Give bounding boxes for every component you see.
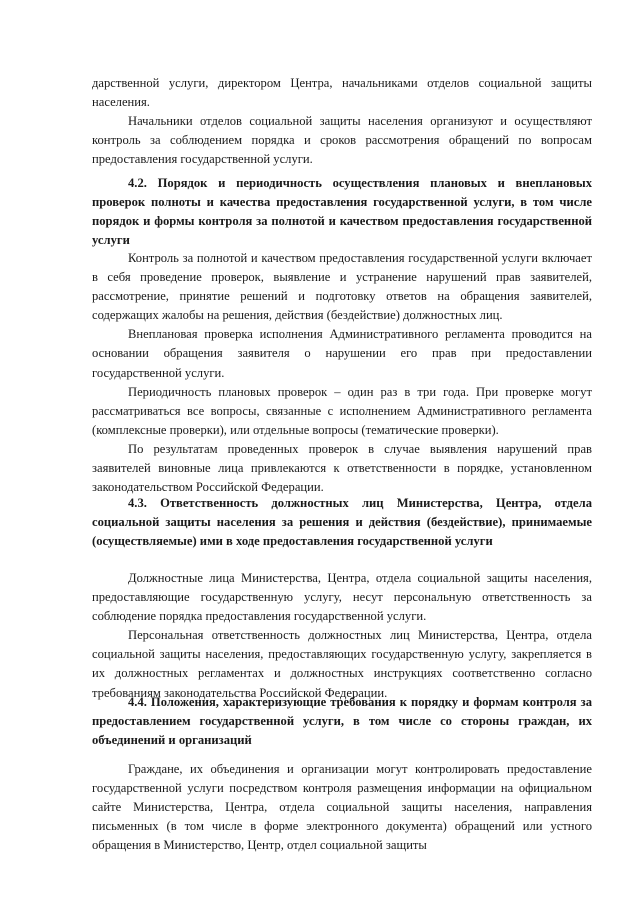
paragraph-4-2-3: Периодичность плановых проверок – один раз в три года. При проверке могут рассматриваться все вопросы, связанные с исполнением Административного регламента (комплексные проверки), или отдельные вопросы (тематические проверки). [92, 384, 592, 437]
section-heading-4-4: 4.4. Положения, характеризующие требования к порядку и формам контроля за предоставлением государственной услуги, в том числе со стороны граждан, их объединений и организаций [92, 695, 592, 748]
paragraph-4-3-1: Должностные лица Министерства, Центра, отдела социальной защиты населения, предоставляющие государственную услугу, несут персональную ответственность за соблюдение порядка предоставления государственной услуги. [92, 571, 592, 624]
section-4-4-heading-block [92, 693, 592, 750]
intro-block [92, 74, 592, 169]
paragraph-4-2-2: Внеплановая проверка исполнения Административного регламента проводится на основании обращения заявителя о нарушении его прав при предоставлении государственной услуги. [92, 327, 592, 380]
section-4-2-body [92, 249, 592, 497]
section-4-3-heading-block [92, 494, 592, 551]
section-heading-4-2: 4.2. Порядок и периодичность осуществления плановых и внеплановых проверок полноты и качества предоставления государственной услуги, в том числе порядок и формы контроля за полнотой и качеством предоставления государственной услуги [92, 176, 592, 248]
section-4-2-heading-block [92, 174, 592, 250]
paragraph-4-4-1: Граждане, их объединения и организации могут контролировать предоставление государственной услуги посредством контроля размещения информации на официальном сайте Министерства, Центра, отдела социальной защиты населения, направления письменных (в том числе в форме электронного документа) обращений или устного обращения в Министерство, Центр, отдел социальной защиты [92, 762, 592, 853]
paragraph-control-heads: Начальники отделов социальной защиты населения организуют и осуществляют контроль за соблюдением порядка и сроков рассмотрения обращений по вопросам предоставления государственной услуги. [92, 114, 592, 167]
section-4-3-body [92, 569, 592, 703]
section-4-4-body [92, 760, 592, 855]
section-heading-4-3: 4.3. Ответственность должностных лиц Министерства, Центра, отдела социальной защиты населения за решения и действия (бездействие), принимаемые (осуществляемые) ими в ходе предоставления государственной услуги [92, 496, 592, 549]
paragraph-4-2-4: По результатам проведенных проверок в случае выявления нарушений прав заявителей виновные лица привлекаются к ответственности в порядке, установленном законодательством Российской Федерации. [92, 441, 592, 495]
paragraph-4-2-1: Контроль за полнотой и качеством предоставления государственной услуги включает в себя проведение проверок, выявление и устранение нарушений прав заявителей, рассмотрение, принятие решений и подготовку ответов на обращения заявителей, содержащих жалобы на решения, действия (бездействие) должностных лиц. [92, 251, 592, 323]
paragraph-4-3-2: Персональная ответственность должностных лиц Министерства, Центра, отдела социальной защиты населения, предоставляющих государственную услугу, закрепляется в их должностных регламентах и должностных инструкциях соответственно согласно требованиям законодательства Российской Федерации. [92, 628, 592, 700]
paragraph-continuation: дарственной услуги, директором Центра, начальниками отделов социальной защиты населения. [92, 76, 592, 110]
